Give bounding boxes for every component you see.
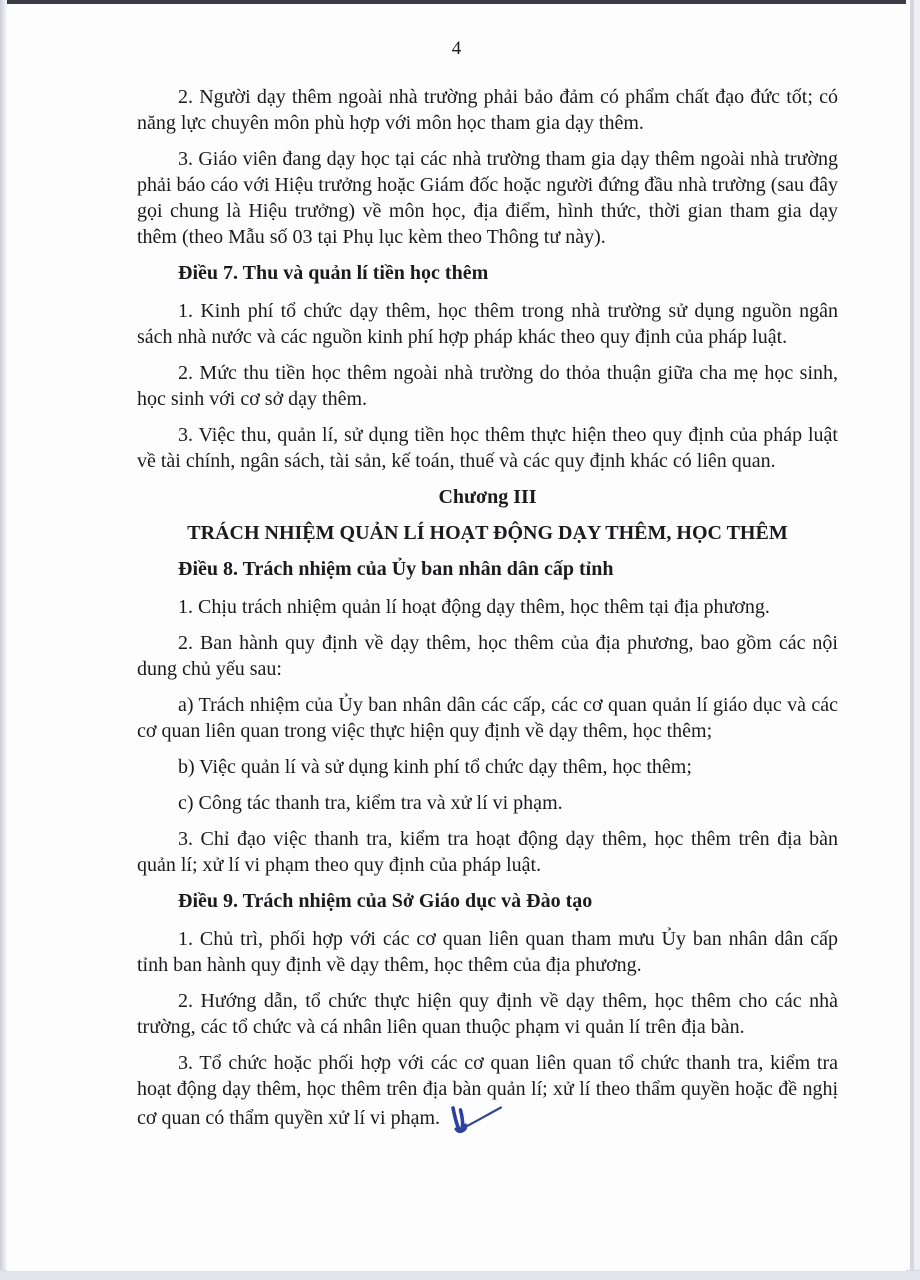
paragraph: 2. Hướng dẫn, tổ chức thực hiện quy định về dạy thêm, học thêm cho các nhà trường, các tổ chức và cá nhân liên quan thuộc phạm vi quản lí trên địa bàn. <box>137 990 838 1038</box>
paragraph: 1. Kinh phí tổ chức dạy thêm, học thêm trong nhà trường sử dụng nguồn ngân sách nhà nước và các nguồn kinh phí hợp pháp khác theo quy định của pháp luật. <box>137 300 838 348</box>
paragraph: 2. Ban hành quy định về dạy thêm, học thêm của địa phương, bao gồm các nội dung chủ yếu sau: <box>137 632 838 680</box>
article-heading-dieu-9: Điều 9. Trách nhiệm của Sở Giáo dục và Đào tạo <box>178 890 593 912</box>
paragraph: 1. Chủ trì, phối hợp với các cơ quan liên quan tham mưu Ủy ban nhân dân cấp tỉnh ban hành quy định về dạy thêm, học thêm của địa phương. <box>137 928 838 976</box>
paragraph: 2. Mức thu tiền học thêm ngoài nhà trường do thỏa thuận giữa cha mẹ học sinh, học sinh với cơ sở dạy thêm. <box>137 362 838 410</box>
paragraph: 1. Chịu trách nhiệm quản lí hoạt động dạy thêm, học thêm tại địa phương. <box>178 596 770 618</box>
paragraph: a) Trách nhiệm của Ủy ban nhân dân các cấp, các cơ quan quản lí giáo dục và các cơ quan liên quan trong việc thực hiện quy định về dạy thêm, học thêm; <box>137 694 838 742</box>
article-heading-dieu-7: Điều 7. Thu và quản lí tiền học thêm <box>178 262 489 284</box>
scan-edge-right <box>906 0 920 1280</box>
paragraph <box>137 1050 838 1138</box>
article-heading-dieu-8: Điều 8. Trách nhiệm của Ủy ban nhân dân cấp tỉnh <box>178 558 614 580</box>
pen-checkmark-annotation <box>444 1102 506 1138</box>
chapter-title: TRÁCH NHIỆM QUẢN LÍ HOẠT ĐỘNG DẠY THÊM, HỌC THÊM <box>187 522 788 544</box>
paragraph: 2. Người dạy thêm ngoài nhà trường phải bảo đảm có phẩm chất đạo đức tốt; có năng lực chuyên môn phù hợp với môn học tham gia dạy thêm. <box>137 86 838 134</box>
scan-edge-bottom <box>0 1270 920 1280</box>
paragraph: b) Việc quản lí và sử dụng kinh phí tổ chức dạy thêm, học thêm; <box>178 756 692 778</box>
paragraph: 3. Giáo viên đang dạy học tại các nhà trường tham gia dạy thêm ngoài nhà trường phải báo cáo với Hiệu trưởng hoặc Giám đốc hoặc người đứng đầu nhà trường (sau đây gọi chung là Hiệu trưởng) về môn học, địa điểm, hình thức, thời gian tham gia dạy thêm (theo Mẫu số 03 tại Phụ lục kèm theo Thông tư này). <box>137 148 838 248</box>
scan-edge-left <box>0 0 7 1280</box>
page-number: 4 <box>451 38 462 59</box>
document-page <box>7 4 906 1271</box>
paragraph: 3. Chỉ đạo việc thanh tra, kiểm tra hoạt động dạy thêm, học thêm trên địa bàn quản lí; xử lí vi phạm theo quy định của pháp luật. <box>137 828 838 876</box>
document-body <box>137 84 838 1148</box>
paragraph: c) Công tác thanh tra, kiểm tra và xử lí vi phạm. <box>178 792 563 814</box>
chapter-label: Chương III <box>438 486 537 508</box>
paragraph: 3. Việc thu, quản lí, sử dụng tiền học thêm thực hiện theo quy định của pháp luật về tài chính, ngân sách, tài sản, kế toán, thuế và các quy định khác có liên quan. <box>137 424 838 472</box>
paragraph-text: 3. Tổ chức hoặc phối hợp với các cơ quan liên quan tổ chức thanh tra, kiểm tra hoạt động dạy thêm, học thêm trên địa bàn quản lí; xử lí theo thẩm quyền hoặc đề nghị cơ quan có thẩm quyền xử lí vi phạm. <box>137 1052 838 1129</box>
